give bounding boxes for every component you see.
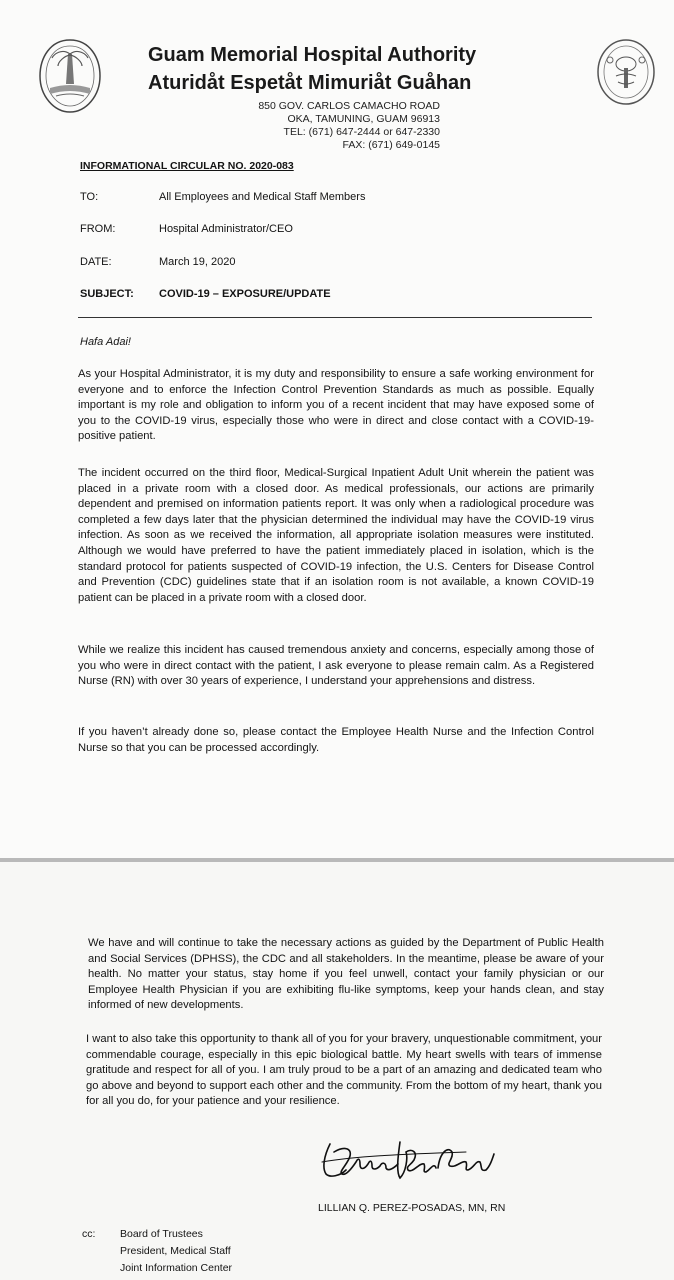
body-paragraph: We have and will continue to take the necessary actions as guided by the Department of Public Health and Social Services (DPHSS), the CDC and all stakeholders. In the meantime, please be aware of your health. No matter your status, stay home if you feel unwell, contact your family physician or our Employee Health Physician if you are exhibiting flu-like symptoms, keep your hands clean, and stay informed of new developments.	[88, 937, 604, 1012]
to-value: All Employees and Medical Staff Members	[159, 191, 366, 203]
body-paragraph: If you haven’t already done so, please contact the Employee Health Nurse and the Infection Control Nurse so that you can be processed accordingly.	[78, 726, 594, 754]
circular-number: INFORMATIONAL CIRCULAR NO. 2020-083	[80, 160, 294, 172]
to-label: TO:	[80, 191, 99, 203]
cc-recipient: Board of Trustees	[120, 1228, 203, 1240]
subject-value: COVID-19 – EXPOSURE/UPDATE	[159, 288, 331, 300]
address-line: OKA, TAMUNING, GUAM 96913	[287, 113, 440, 125]
guam-seal-icon	[38, 38, 102, 114]
org-name-english: Guam Memorial Hospital Authority	[148, 44, 477, 66]
greeting: Hafa Adai!	[80, 336, 131, 348]
body-paragraph: The incident occurred on the third floor, Medical-Surgical Inpatient Adult Unit wherein the patient was placed in a private room with a closed door. As medical professionals, our actions are primarily dependent and premised on information patients report. It was only when a radiological procedure was completed a few days later that the physician determined the individual may have the COVID-19 virus infection. As soon as we received the information, all appropriate isolation measures were instituted. Although we would have preferred to have the patient immediately placed in isolation, which is the standard protocol for patients suspected of COVID-19 infection, the U.S. Centers for Disease Control and Prevention (CDC) guidelines state that if an isolation room is not available, a known COVID-19 patient can be placed in a private room with a closed door.	[78, 467, 594, 604]
address-line: 850 GOV. CARLOS CAMACHO ROAD	[258, 100, 440, 112]
body-paragraph: I want to also take this opportunity to thank all of you for your bravery, unquestionable commitment, your commendable courage, especially in this epic biological battle. My heart swells with tears of immense gratitude and respect for all of you. I am truly proud to be a part of an amazing and dedicated team who go above and beyond to support each other and the community. From the bottom of my heart, thank you for all you do, for your patience and your resilience.	[86, 1033, 602, 1108]
from-value: Hospital Administrator/CEO	[159, 223, 293, 235]
cc-recipient: Joint Information Center	[120, 1262, 233, 1274]
subject-label: SUBJECT:	[80, 288, 134, 300]
handwritten-signature	[316, 1132, 500, 1184]
hospital-seal-icon	[596, 38, 656, 106]
phone-line: TEL: (671) 647-2444 or 647-2330	[283, 126, 440, 138]
org-name-chamorro: Aturidåt Espetåt Mimuriåt Guåhan	[148, 72, 472, 94]
date-value: March 19, 2020	[159, 256, 236, 268]
header-divider	[78, 317, 592, 318]
from-label: FROM:	[80, 223, 116, 235]
signatory-name: LILLIAN Q. PEREZ-POSADAS, MN, RN	[318, 1202, 506, 1214]
fax-line: FAX: (671) 649-0145	[342, 139, 440, 151]
date-label: DATE:	[80, 256, 112, 268]
body-paragraph: As your Hospital Administrator, it is my duty and responsibility to ensure a safe working environment for everyone and to enforce the Infection Control Prevention Standards as much as possible. Equally important is my role and obligation to inform you of a recent incident that may have exposed some of you to the COVID-19 virus, especially those who were in direct and close contact with a COVID-19-positive patient.	[78, 368, 594, 443]
cc-label: cc:	[82, 1228, 96, 1240]
cc-recipient: President, Medical Staff	[120, 1245, 231, 1257]
body-paragraph: While we realize this incident has caused tremendous anxiety and concerns, especially among those of you who were in direct contact with the patient, I ask everyone to please remain calm. As a Registered Nurse (RN) with over 30 years of experience, I understand your apprehensions and distress.	[78, 644, 594, 688]
